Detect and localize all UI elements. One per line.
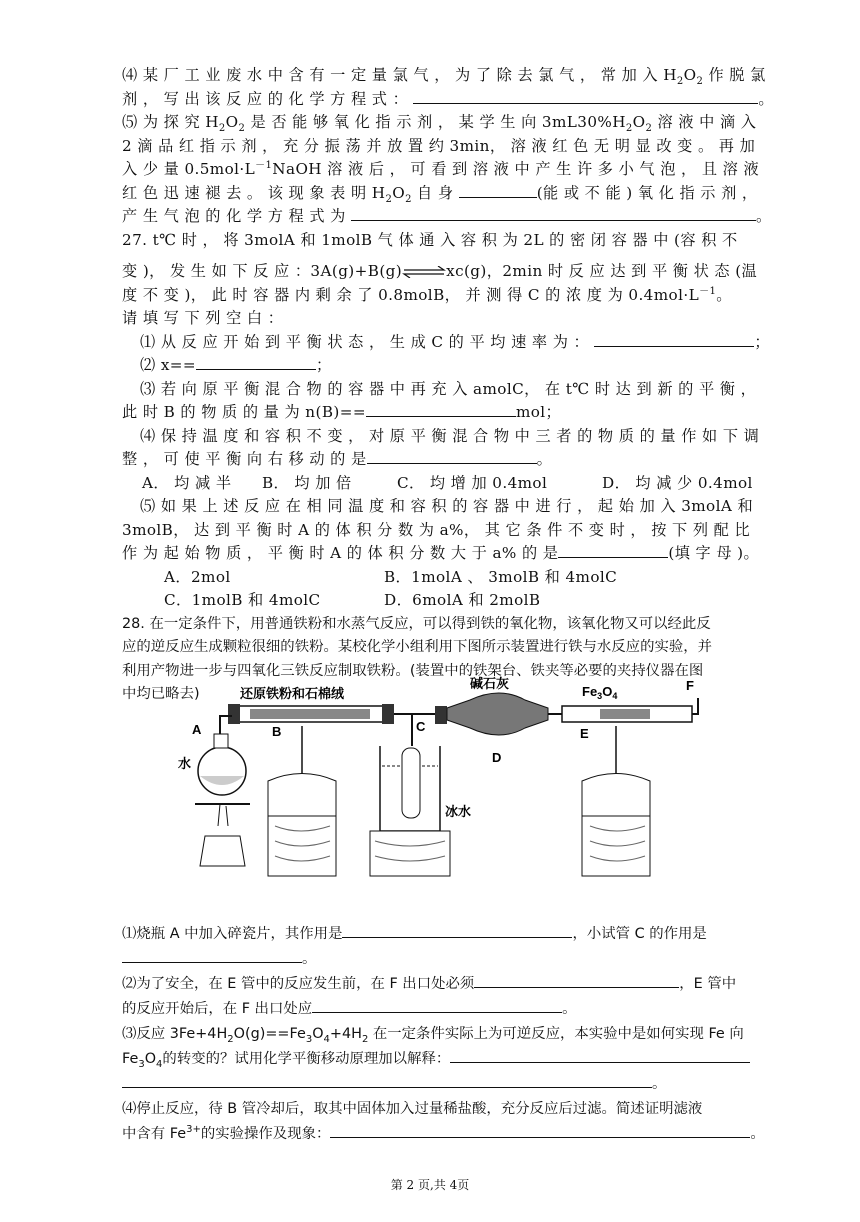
option-b[interactable]: B．1molA 、 3molB 和 4molC [384, 567, 618, 586]
label-B: B [272, 724, 282, 739]
q27-sub4-options [122, 472, 812, 496]
q28-intro-line2: 应的逆反应生成颗粒很细的铁粉。某校化学小组利用下图所示装置进行铁与水反应的实验，并 [122, 639, 713, 655]
answer-blank[interactable] [312, 997, 562, 1013]
answer-blank[interactable] [474, 972, 679, 988]
q26-part5-line5: 产 生 气 泡 的 化 学 方 程 式 为 。 [122, 207, 772, 225]
q28-intro-line3: 利用产物进一步与四氧化三铁反应制取铁粉。(装置中的铁架台、铁夹等必要的夹持仪器在图 [122, 662, 704, 679]
label-fe3o4: $Fe_3O_4$ [582, 684, 618, 701]
q27-sub5-line2: 3molB， 达 到 平 衡 时 A 的 体 积 分 数 为 a%， 其 它 条 件 不 变 时 ， 按 下 列 配 比 [122, 520, 751, 539]
q27-sub5-options-row2 [122, 589, 812, 613]
option-b[interactable]: B． 均 加 倍 [262, 473, 352, 492]
answer-blank[interactable] [367, 448, 537, 464]
answer-blank[interactable] [342, 922, 572, 938]
q28-intro-line1: 28. 在一定条件下，用普通铁粉和水蒸气反应，可以得到铁的氧化物，该氧化物又可以经此反 [122, 615, 711, 632]
q26-part5-line4: 红 色 迅 速 褪 去 。 该 现 象 表 明 $H_2O_2$ 自 身 (能 或 不 能 ) 氧 化 指 示 剂 ， [122, 183, 758, 205]
option-c[interactable]: C．1molB 和 4molC [164, 591, 321, 609]
q28-sub1: ⑴烧瓶 A 中加入碎瓷片，其作用是 ，小试管 C 的作用是 [122, 922, 812, 947]
answer-blank[interactable] [330, 1122, 750, 1138]
page-footer: 第 2 页,共 4页 [390, 1178, 470, 1192]
answer-blank[interactable] [558, 542, 668, 558]
q28-sub4: ⑷停止反应，待 B 管冷却后，取其中固体加入过量稀盐酸，充分反应后过滤。简述证明滤液 [122, 1101, 703, 1117]
q27-line2: 变 )， 发 生 如 下 反 应 ：3A(g)+B(g) xc(g)，2min 时 反 应 达 到 平 衡 状 态 (温 [122, 262, 758, 280]
q27-line1: 27. t℃ 时 ， 将 3molA 和 1molB 气 体 通 入 容 积 为 2L 的 密 闭 容 器 中 (容 积 不 [122, 230, 738, 249]
q27-line4: 请 填 写 下 列 空 白 ： [122, 309, 284, 327]
label-iron-powder: 还原铁粉和石棉绒 [240, 686, 345, 701]
apparatus-diagram [150, 676, 710, 891]
q27-sub5-line3: 作 为 起 始 物 质 ， 平 衡 时 A 的 体 积 分 数 大 于 a% 的 是 (填 字 母 )。 [122, 544, 760, 562]
label-F: F [686, 678, 694, 693]
answer-blank[interactable] [196, 354, 316, 370]
answer-blank[interactable] [351, 205, 756, 221]
q28-sub2-cont: 的反应开始后，在 F 出口处应 。 [122, 997, 812, 1022]
q27-sub2: ⑵ x== ； [140, 356, 332, 374]
q27-sub3-line2: 此 时 B 的 物 质 的 量 为 n(B)== mol； [122, 403, 562, 421]
q27-line3: 度 不 变 )， 此 时 容 器 内 剩 余 了 0.8molB， 并 测 得 C 的 浓 度 为 $0.4mol\cdot L^{-1}$。 [122, 285, 732, 304]
label-water: 水 [178, 756, 192, 771]
q28-sub3-line3: 。 [122, 1072, 812, 1097]
answer-blank[interactable] [366, 401, 516, 417]
label-A: A [192, 722, 202, 737]
q27-sub4-line1: ⑷ 保 持 温 度 和 容 积 不 变 ， 对 原 平 衡 混 合 物 中 三 者 的 物 质 的 量 作 如 下 调 [140, 426, 760, 445]
label-D: D [492, 750, 502, 765]
q26-part5-line2: 2 滴 品 红 指 示 剂 ， 充 分 振 荡 并 放 置 约 3min， 溶 液 红 色 无 明 显 改 变 。 再 加 [122, 136, 756, 155]
q26-part4-line1: ⑷ 某 厂 工 业 废 水 中 含 有 一 定 量 氯 气 ， 为 了 除 去 氯 气 ， 常 加 入 $H_2O_2$ 作 脱 氯 [122, 66, 766, 88]
q27-sub4-line2: 整 ， 可 使 平 衡 向 右 移 动 的 是 。 [122, 450, 553, 468]
q28-sub1-cont: 。 [122, 947, 812, 972]
q28-sub3: ⑶反应 $3Fe+4H_2O(g)==Fe_3O_4+4H_2$ 在一定条件实际上为可逆反应，本实验中是如何实现 Fe 向 [122, 1026, 744, 1045]
label-ice-water: 冰水 [445, 804, 472, 819]
answer-blank[interactable] [459, 182, 537, 198]
q28-intro-line4: 中均已略去) [122, 686, 200, 702]
q26-part5-line1: ⑸ 为 探 究 $H_2O_2$ 是 否 能 够 氧 化 指 示 剂 ， 某 学 生 向 $3mL30\%H_2O_2$ 溶 液 中 滴 入 [122, 113, 757, 135]
answer-blank[interactable] [122, 947, 302, 963]
label-C: C [416, 719, 426, 734]
q26-part5-line3: 入 少 量 $0.5mol\cdot L^{-1}NaOH$ 溶 液 后 ， 可 看 到 溶 液 中 产 生 许 多 小 气 泡 ， 且 溶 液 [122, 159, 760, 178]
label-soda-lime: 碱石灰 [470, 676, 510, 691]
q28-sub3-line2: $Fe_3O_4$的转变的？试用化学平衡移动原理加以解释： [122, 1047, 812, 1072]
option-a[interactable]: A．2mol [164, 567, 231, 586]
answer-blank[interactable] [594, 331, 754, 347]
q26-part4-line2: 剂 ， 写 出 该 反 应 的 化 学 方 程 式 ： 。 [122, 89, 775, 108]
answer-blank[interactable] [450, 1047, 750, 1063]
q28-questions [122, 922, 812, 1147]
q27-sub5-options-row1 [122, 566, 812, 590]
answer-blank[interactable] [122, 1072, 652, 1088]
option-c[interactable]: C． 均 增 加 0.4mol [397, 473, 548, 492]
q27-sub5-line1: ⑸ 如 果 上 述 反 应 在 相 同 温 度 和 容 积 的 容 器 中 进 行 ， 起 始 加 入 3molA 和 [140, 497, 754, 515]
option-d[interactable]: D．6molA 和 2molB [384, 591, 541, 609]
exam-page [122, 64, 812, 707]
answer-blank[interactable] [413, 88, 758, 104]
option-d[interactable]: D． 均 减 少 0.4mol [602, 473, 753, 492]
q28-sub4-line2: 中含有 $Fe^{3+}$的实验操作及现象： 。 [122, 1122, 812, 1147]
q28-sub2: ⑵为了安全，在 E 管中的反应发生前，在 F 出口处必须 ，E 管中 [122, 972, 812, 997]
option-a[interactable]: A． 均 减 半 [142, 473, 232, 492]
equilibrium-arrow-icon [402, 266, 446, 278]
q27-sub1: ⑴ 从 反 应 开 始 到 平 衡 状 态 ， 生 成 C 的 平 均 速 率 为 ： ； [140, 332, 770, 351]
q27-sub3-line1: ⑶ 若 向 原 平 衡 混 合 物 的 容 器 中 再 充 入 amolC， 在 t℃ 时 达 到 新 的 平 衡 ， [140, 379, 757, 398]
label-E: E [580, 726, 589, 741]
